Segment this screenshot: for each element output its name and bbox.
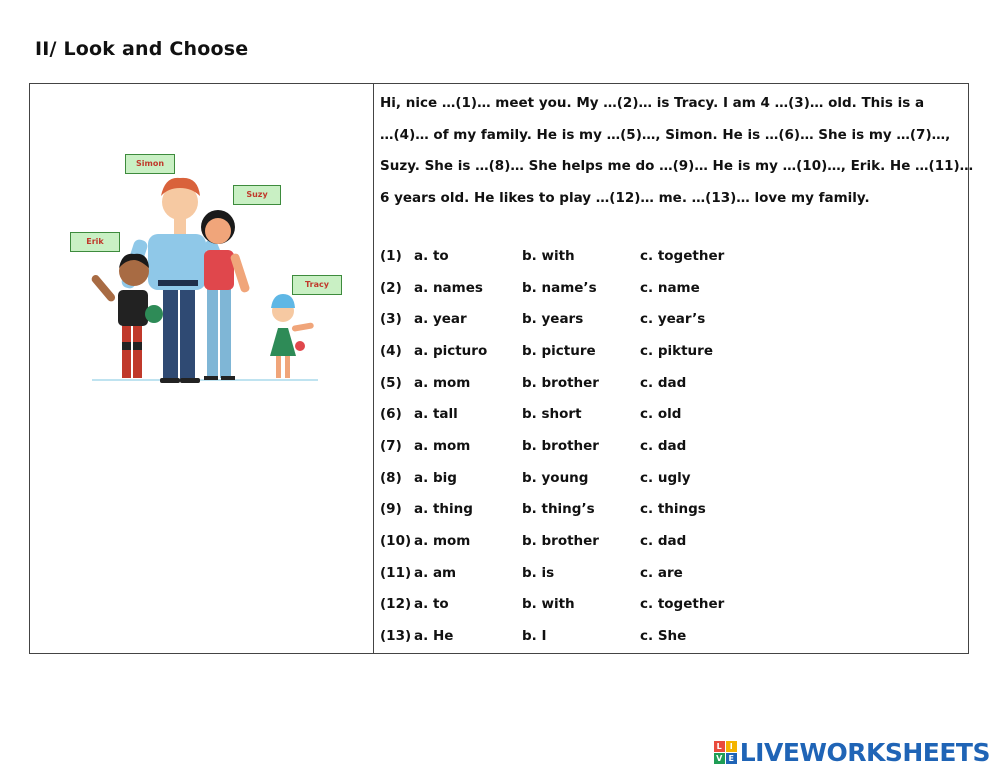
option-b[interactable]: b. with (522, 596, 575, 613)
option-c[interactable]: c. together (640, 596, 725, 613)
logo-block: I (726, 741, 737, 752)
passage-line: Hi, nice …(1)… meet you. My …(2)… is Tracy. I am 4 …(3)… old. This is a (380, 95, 925, 111)
question-row (380, 240, 780, 272)
option-a[interactable]: a. thing (414, 501, 473, 518)
question-number: (6) (380, 406, 402, 423)
option-a[interactable]: a. picturo (414, 342, 488, 359)
logo-block: L (714, 741, 725, 752)
option-b[interactable]: b. picture (522, 342, 596, 359)
question-row (380, 620, 780, 652)
option-a[interactable]: a. to (414, 596, 449, 613)
question-number: (7) (380, 437, 402, 454)
question-row (380, 525, 780, 557)
option-c[interactable]: c. year’s (640, 311, 706, 328)
question-number: (3) (380, 311, 402, 328)
option-c[interactable]: c. old (640, 406, 682, 423)
question-number: (2) (380, 279, 402, 296)
question-row (380, 462, 780, 494)
question-number: (11) (380, 564, 412, 581)
question-number: (13) (380, 628, 412, 645)
label-suzy: Suzy (233, 185, 281, 205)
option-a[interactable]: a. tall (414, 406, 458, 423)
option-b[interactable]: b. young (522, 469, 589, 486)
question-row (380, 398, 780, 430)
question-number: (4) (380, 342, 402, 359)
option-c[interactable]: c. dad (640, 533, 687, 550)
logo-block: E (726, 753, 737, 764)
option-b[interactable]: b. thing’s (522, 501, 595, 518)
question-row (380, 589, 780, 621)
option-c[interactable]: c. name (640, 279, 700, 296)
question-number: (12) (380, 596, 412, 613)
option-a[interactable]: a. big (414, 469, 457, 486)
option-a[interactable]: a. year (414, 311, 467, 328)
girl-figure (270, 294, 314, 378)
option-c[interactable]: c. things (640, 501, 706, 518)
option-a[interactable]: a. mom (414, 533, 471, 550)
label-tracy: Tracy (292, 275, 342, 295)
option-c[interactable]: c. are (640, 564, 683, 581)
question-number: (10) (380, 533, 412, 550)
option-b[interactable]: b. brother (522, 437, 599, 454)
reading-passage (380, 88, 974, 214)
mom-figure (201, 210, 250, 380)
liveworksheets-logo (714, 738, 990, 767)
passage-line: 6 years old. He likes to play …(12)… me. …(13)… love my family. (380, 189, 870, 206)
option-a[interactable]: a. names (414, 279, 483, 296)
question-row (380, 335, 780, 367)
option-b[interactable]: b. brother (522, 533, 599, 550)
family-illustration (30, 84, 374, 655)
question-row (380, 303, 780, 335)
question-number: (5) (380, 374, 402, 391)
option-a[interactable]: a. He (414, 628, 454, 645)
worksheet-heading: II/ Look and Choose (35, 38, 249, 60)
option-b[interactable]: b. brother (522, 374, 599, 391)
option-c[interactable]: c. together (640, 247, 725, 264)
option-b[interactable]: b. with (522, 247, 575, 264)
question-number: (8) (380, 469, 402, 486)
label-simon: Simon (125, 154, 175, 174)
option-b[interactable]: b. I (522, 628, 547, 645)
option-b[interactable]: b. is (522, 564, 555, 581)
question-number: (9) (380, 501, 402, 518)
logo-text: LIVEWORKSHEETS (739, 738, 990, 767)
question-row (380, 272, 780, 304)
option-b[interactable]: b. short (522, 406, 582, 423)
family-illustration-cell (30, 84, 374, 653)
question-list (380, 240, 780, 652)
option-c[interactable]: c. She (640, 628, 687, 645)
option-b[interactable]: b. years (522, 311, 584, 328)
option-c[interactable]: c. dad (640, 437, 687, 454)
option-c[interactable]: c. ugly (640, 469, 691, 486)
question-number: (1) (380, 247, 402, 264)
logo-blocks (714, 741, 737, 764)
question-row (380, 494, 780, 526)
option-c[interactable]: c. dad (640, 374, 687, 391)
passage-line: …(4)… of my family. He is my …(5)…, Simon. He is …(6)… She is my …(7)…, (380, 126, 951, 143)
option-b[interactable]: b. name’s (522, 279, 597, 296)
option-a[interactable]: a. to (414, 247, 449, 264)
question-row (380, 557, 780, 589)
option-c[interactable]: c. pikture (640, 342, 713, 359)
exercise-cell (374, 84, 974, 653)
worksheet-table (29, 83, 974, 654)
question-row (380, 430, 780, 462)
question-row (380, 367, 780, 399)
option-a[interactable]: a. am (414, 564, 457, 581)
logo-block: V (714, 753, 725, 764)
label-erik: Erik (70, 232, 120, 252)
option-a[interactable]: a. mom (414, 437, 471, 454)
passage-line: Suzy. She is …(8)… She helps me do …(9)… He is my …(10)…, Erik. He …(11)… (380, 158, 974, 174)
option-a[interactable]: a. mom (414, 374, 471, 391)
